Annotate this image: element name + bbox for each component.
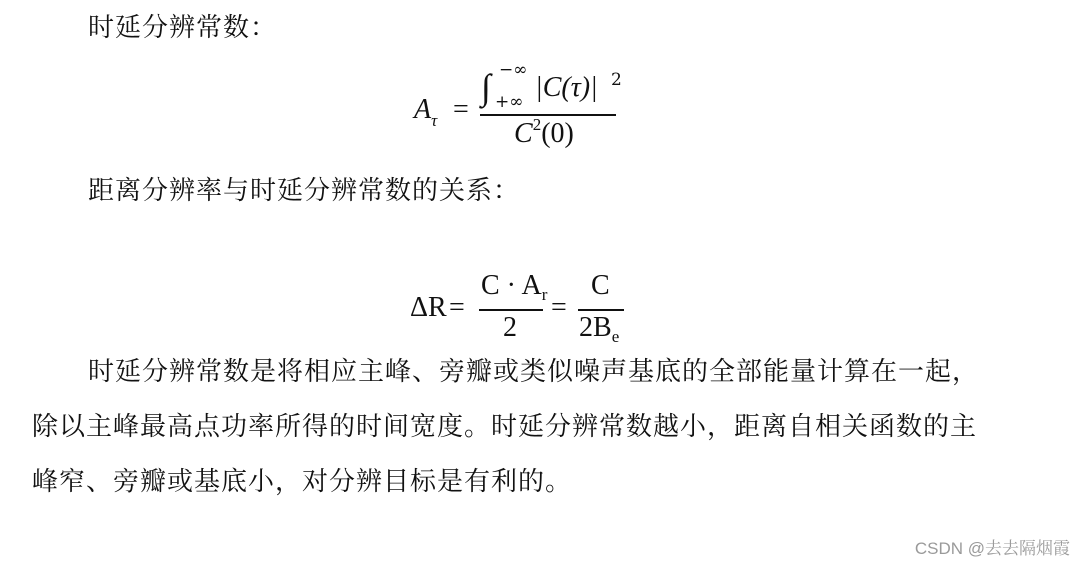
eq2-denominator-2: $2B_e$ [579,312,620,346]
eq1-lhs: $A_\tau$ [414,94,438,130]
paragraph-line-2: 除以主峰最高点功率所得的时间宽度。时延分辨常数越小，距离自相关函数的主 [32,412,978,442]
integral-sign: ∫ [481,67,491,107]
intro-text-range-resolution: 距离分辨率与时延分辨常数的关系： [88,176,521,206]
eq2-fraction-bar-2 [578,309,624,311]
intro-text-time-delay: 时延分辨常数： [88,13,278,43]
eq1-denominator: $C^2(0)$ [514,115,574,149]
watermark: CSDN @去去隔烟霞 [914,539,1070,558]
eq2-numerator-2: C [591,270,610,301]
eq2-equals-1: = [449,292,465,323]
paragraph-line-1: 时延分辨常数是将相应主峰、旁瓣或类似噪声基底的全部能量计算在一起， [88,357,980,387]
eq2-denominator-1: 2 [503,312,517,343]
eq2-fraction-bar-1 [479,309,543,311]
eq2-numerator-1: $C \cdot A_r$ [481,270,548,304]
eq1-equals: = [453,94,469,125]
eq2-equals-2: = [551,292,567,323]
eq2-lhs: ΔR [410,292,447,323]
eq1-fraction-bar [480,114,616,116]
paragraph-line-3: 峰窄、旁瓣或基底小，对分辨目标是有利的。 [32,467,573,497]
